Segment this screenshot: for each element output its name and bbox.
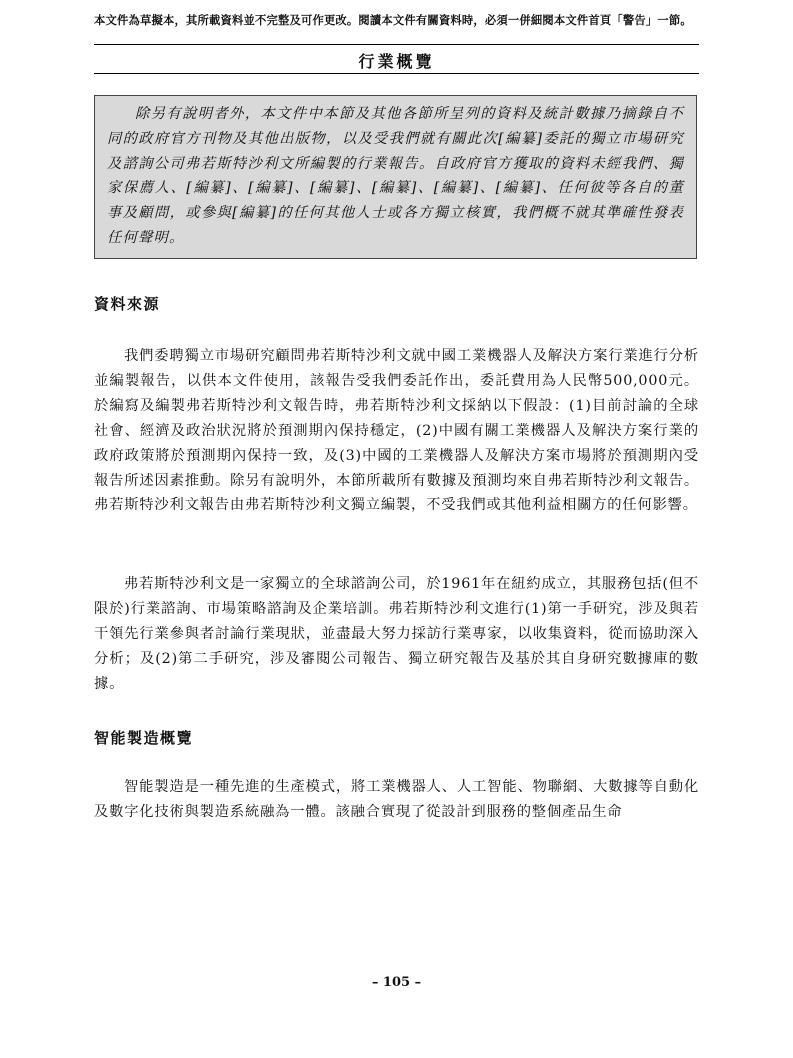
smart-manufacturing-heading: 智能製造概覽	[94, 729, 194, 747]
draft-notice: 本文件為草擬本，其所載資料並不完整及可作更改。閱讀本文件有關資料時，必須一併細閱本文件首頁「警告」一節。	[94, 13, 692, 27]
sources-heading: 資料來源	[94, 295, 161, 313]
disclaimer-text: 除另有說明者外，本文件中本節及其他各節所呈列的資料及統計數據乃摘錄自不同的政府官方刊物及其他出版物，以及受我們就有關此次[編纂]委託的獨立市場研究及諮詢公司弗若斯特沙利文所編製的行業報告。自政府官方獲取的資料未經我們、獨家保薦人、[編纂]、[編纂]、[編纂]、[編纂]、[編纂]、[編纂]、任何彼等各自的董事及顧問，或參與[編纂]的任何其他人士或各方獨立核實，我們概不就其準確性發表任何聲明。	[107, 106, 684, 246]
title-rule	[94, 73, 699, 74]
smart-manufacturing-paragraph-1: 智能製造是一種先進的生產模式，將工業機器人、人工智能、物聯網、大數據等自動化及數字化技術與製造系統融為一體。該融合實現了從設計到服務的整個產品生命	[94, 779, 699, 820]
header-rule	[94, 44, 699, 45]
sources-paragraph-2: 弗若斯特沙利文是一家獨立的全球諮詢公司，於1961年在紐約成立，其服務包括(但不限於)行業諮詢、市場策略諮詢及企業培訓。弗若斯特沙利文進行(1)第一手研究，涉及與若干領先行業參與者討論行業現狀，並盡最大努力採訪行業專家，以收集資料，從而協助深入分析；及(2)第二手研究，涉及審閱公司報告、獨立研究報告及基於其自身研究數據庫的數據。	[94, 576, 699, 692]
sources-paragraph-1: 我們委聘獨立市場研究顧問弗若斯特沙利文就中國工業機器人及解決方案行業進行分析並編製報告，以供本文件使用，該報告受我們委託作出，委託費用為人民幣500,000元。於編寫及編製弗若斯特沙利文報告時，弗若斯特沙利文採納以下假設：(1)目前討論的全球社會、經濟及政治狀況將於預測期內保持穩定，(2)中國有關工業機器人及解決方案行業的政府政策將於預測期內保持一致，及(3)中國的工業機器人及解決方案市場將於預測期內受報告所述因素推動。除另有說明外，本節所載所有數據及預測均來自弗若斯特沙利文報告。弗若斯特沙利文報告由弗若斯特沙利文獨立編製，不受我們或其他利益相關方的任何影響。	[94, 348, 699, 514]
page-number: – 105 –	[371, 975, 422, 990]
disclaimer-box	[94, 95, 697, 259]
section-title: 行業概覽	[358, 52, 435, 71]
